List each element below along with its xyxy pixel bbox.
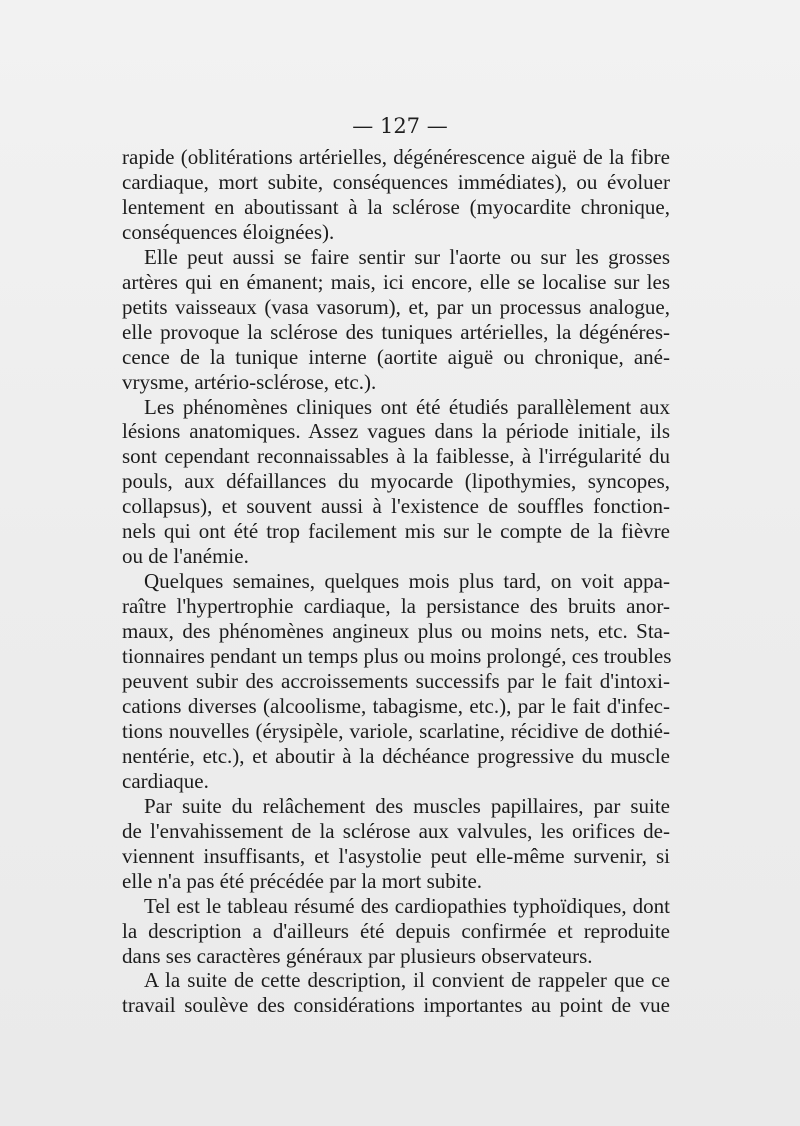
text-line: sont cependant reconnaissables à la faiblesse, à l'irrégularité du <box>122 444 670 469</box>
text-line: de l'envahissement de la sclérose aux valvules, les orifices de- <box>122 818 670 843</box>
text-line: conséquences éloignées). <box>122 219 335 244</box>
text-line: tionnaires pendant un temps plus ou moins prolongé, ces troubles <box>122 644 672 669</box>
text-line: rapide (oblitérations artérielles, dégénérescence aiguë de la fibre <box>122 145 670 169</box>
text-line: viennent insuffisants, et l'asystolie peut elle-même survenir, si <box>122 843 670 868</box>
text-line: Tel est le tableau résumé des cardiopathies typhoïdiques, dont <box>144 893 670 918</box>
text-line: A la suite de cette description, il convient de rappeler que ce <box>144 968 670 993</box>
text-line: cence de la tunique interne (aortite aiguë ou chronique, ané- <box>122 344 670 369</box>
text-line: petits vaisseaux (vasa vasorum), et, par un processus analogue, <box>122 294 670 319</box>
text-line: dans ses caractères généraux par plusieurs observateurs. <box>122 943 593 968</box>
text-line: lésions anatomiques. Assez vagues dans la période initiale, ils <box>122 419 670 444</box>
text-line: Quelques semaines, quelques mois plus tard, on voit appa- <box>144 569 670 594</box>
text-line: Les phénomènes cliniques ont été étudiés parallèlement aux <box>144 394 670 419</box>
text-line: travail soulève des considérations importantes au point de vue <box>122 993 670 1018</box>
text-line: ou de l'anémie. <box>122 544 249 569</box>
text-line: nentérie, etc.), et aboutir à la déchéance progressive du muscle <box>122 743 670 768</box>
text-line: elle provoque la sclérose des tuniques artérielles, la dégénéres- <box>122 319 670 344</box>
page-number: — 127 — <box>352 114 448 138</box>
text-line: la description a d'ailleurs été depuis confirmée et reproduite <box>122 918 670 943</box>
text-line: maux, des phénomènes angineux plus ou moins nets, etc. Sta- <box>122 619 670 644</box>
text-line: elle n'a pas été précédée par la mort subite. <box>122 868 483 893</box>
text-line: cardiaque. <box>122 768 209 793</box>
text-line: Par suite du relâchement des muscles papillaires, par suite <box>144 793 670 818</box>
text-line: lentement en aboutissant à la sclérose (myocardite chronique, <box>122 194 670 219</box>
text-line: cations diverses (alcoolisme, tabagisme, etc.), par le fait d'infec- <box>122 693 670 718</box>
text-line: artères qui en émanent; mais, ici encore, elle se localise sur les <box>122 269 670 294</box>
text-line: tions nouvelles (érysipèle, variole, scarlatine, récidive de dothié- <box>122 718 670 743</box>
text-line: raître l'hypertrophie cardiaque, la persistance des bruits anor- <box>122 594 670 619</box>
body-text <box>122 145 670 1018</box>
text-line: vrysme, artério-sclérose, etc.). <box>122 369 377 394</box>
text-line: collapsus), et souvent aussi à l'existence de souffles fonction- <box>122 494 670 519</box>
text-line: cardiaque, mort subite, conséquences immédiates), ou évoluer <box>122 169 670 194</box>
text-line: peuvent subir des accroissements successifs par le fait d'intoxi- <box>122 669 670 694</box>
text-line: nels qui ont été trop facilement mis sur le compte de la fièvre <box>122 519 670 544</box>
text-line: Elle peut aussi se faire sentir sur l'aorte ou sur les grosses <box>144 244 670 269</box>
text-line: pouls, aux défaillances du myocarde (lipothymies, syncopes, <box>122 469 670 494</box>
